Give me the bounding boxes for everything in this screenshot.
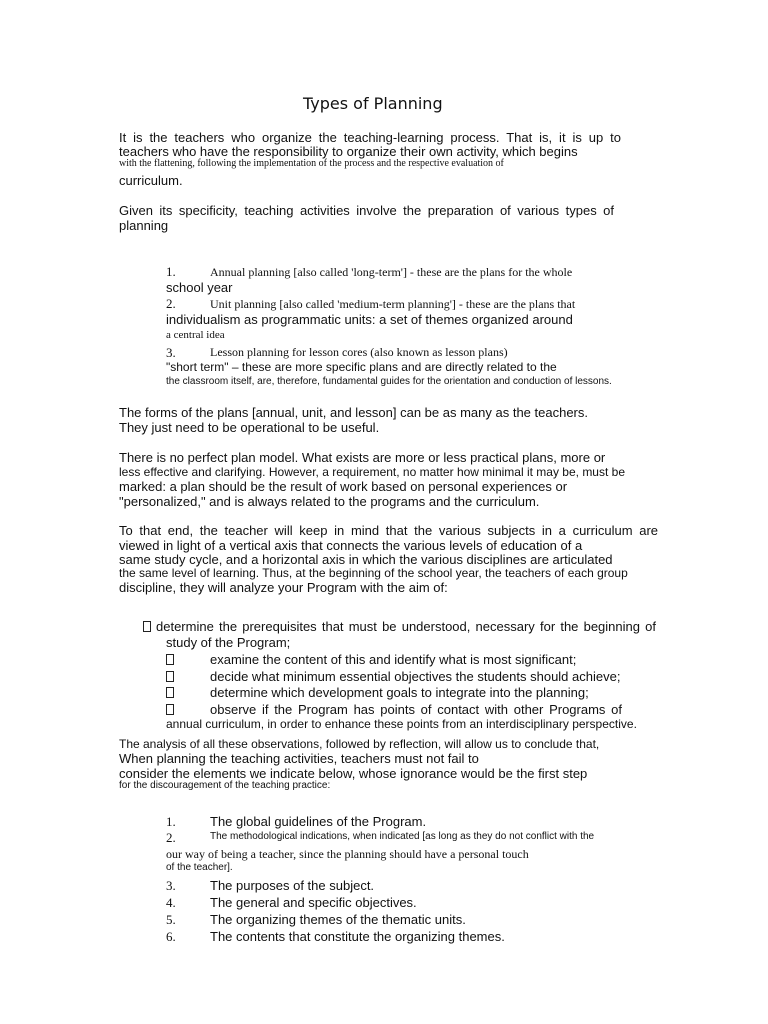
intro-line-3: with the flattening, following the implementation of the process and the respective evaluation of — [119, 158, 504, 169]
element-text: The global guidelines of the Program. — [210, 814, 427, 829]
perfect-line-4: "personalized," and is always related to the programs and the curriculum. — [119, 494, 540, 509]
bullet-box-icon — [166, 704, 174, 715]
element-text: The methodological indications, when indicated [as long as they do not conflict with the — [210, 831, 595, 842]
list-item-text: Lesson planning for lesson cores (also known as lesson plans) — [210, 345, 508, 359]
list-number: 4. — [166, 895, 176, 910]
list-item-text: individualism as programmatic units: a set of themes organized around — [166, 312, 573, 327]
list-item-text: school year — [166, 280, 233, 295]
end-line-3: same study cycle, and a horizontal axis in which the various disciplines are articulated — [119, 552, 613, 567]
aim-text: determine which development goals to integrate into the planning; — [210, 685, 589, 700]
analysis-line-3: consider the elements we indicate below, whose ignorance would be the first step — [119, 766, 588, 781]
aim-text: determine the prerequisites that must be understood, necessary for the beginning of — [156, 619, 656, 634]
aim-text: study of the Program; — [166, 635, 291, 650]
perfect-line-3: marked: a plan should be the result of work based on personal experiences or — [119, 479, 568, 494]
specificity-line-1: Given its specificity, teaching activities involve the preparation of various types of — [119, 203, 614, 218]
analysis-line-1: The analysis of all these observations, followed by reflection, will allow us to conclude that, — [119, 737, 600, 751]
bullet-box-icon — [166, 671, 174, 682]
bullet-box-icon — [143, 621, 151, 632]
aim-text: decide what minimum essential objectives the students should achieve; — [210, 669, 621, 684]
end-line-1: To that end, the teacher will keep in mind that the various subjects in a curriculum are — [119, 523, 658, 538]
perfect-line-1: There is no perfect plan model. What exists are more or less practical plans, more or — [119, 450, 606, 465]
bullet-box-icon — [166, 687, 174, 698]
element-text: The contents that constitute the organizing themes. — [210, 929, 505, 944]
list-item-text: the classroom itself, are, therefore, fundamental guides for the orientation and conduction of lessons. — [166, 376, 612, 387]
aim-text: observe if the Program has points of contact with other Programs of — [210, 702, 622, 717]
end-line-5: discipline, they will analyze your Program with the aim of: — [119, 580, 448, 595]
element-text: The general and specific objectives. — [210, 895, 417, 910]
list-item-text: a central idea — [166, 329, 225, 341]
list-item-text: "short term" – these are more specific plans and are directly related to the — [166, 360, 557, 374]
end-line-4: the same level of learning. Thus, at the beginning of the school year, the teachers of each group — [119, 566, 628, 580]
intro-line-4: curriculum. — [119, 173, 183, 188]
bullet-box-icon — [166, 654, 174, 665]
list-number: 1. — [166, 814, 176, 829]
analysis-line-2: When planning the teaching activities, teachers must not fail to — [119, 751, 479, 766]
list-item-text: Annual planning [also called 'long-term'] - these are the plans for the whole — [210, 265, 573, 279]
element-text: The organizing themes of the thematic units. — [210, 912, 466, 927]
specificity-line-2: planning — [119, 218, 169, 233]
element-text: our way of being a teacher, since the planning should have a personal touch — [166, 847, 529, 861]
list-number: 1. — [166, 264, 176, 279]
analysis-line-4: for the discouragement of the teaching practice: — [119, 780, 331, 791]
intro-line-2: teachers who have the responsibility to organize their own activity, which begins — [119, 144, 578, 159]
forms-line-2: They just need to be operational to be useful. — [119, 420, 380, 435]
list-number: 5. — [166, 912, 176, 927]
end-line-2: viewed in light of a vertical axis that connects the various levels of education of a — [119, 538, 583, 553]
element-text: The purposes of the subject. — [210, 878, 375, 893]
perfect-line-2: less effective and clarifying. However, a requirement, no matter how minimal it may be, must be — [119, 465, 625, 479]
aim-text: examine the content of this and identify what is most significant; — [210, 652, 577, 667]
element-text: of the teacher]. — [166, 862, 233, 873]
list-number: 3. — [166, 878, 176, 893]
intro-line-1: It is the teachers who organize the teaching-learning process. That is, it is up to — [119, 130, 621, 145]
list-item-text: Unit planning [also called 'medium-term planning'] - these are the plans that — [210, 297, 576, 311]
list-number: 2. — [166, 296, 176, 311]
forms-line-1: The forms of the plans [annual, unit, and lesson] can be as many as the teachers. — [119, 405, 588, 420]
list-number: 3. — [166, 345, 176, 360]
list-number: 2. — [166, 830, 176, 845]
aim-text: annual curriculum, in order to enhance these points from an interdisciplinary perspective. — [166, 717, 637, 731]
page-title: Types of Planning — [303, 94, 443, 113]
list-number: 6. — [166, 929, 176, 944]
